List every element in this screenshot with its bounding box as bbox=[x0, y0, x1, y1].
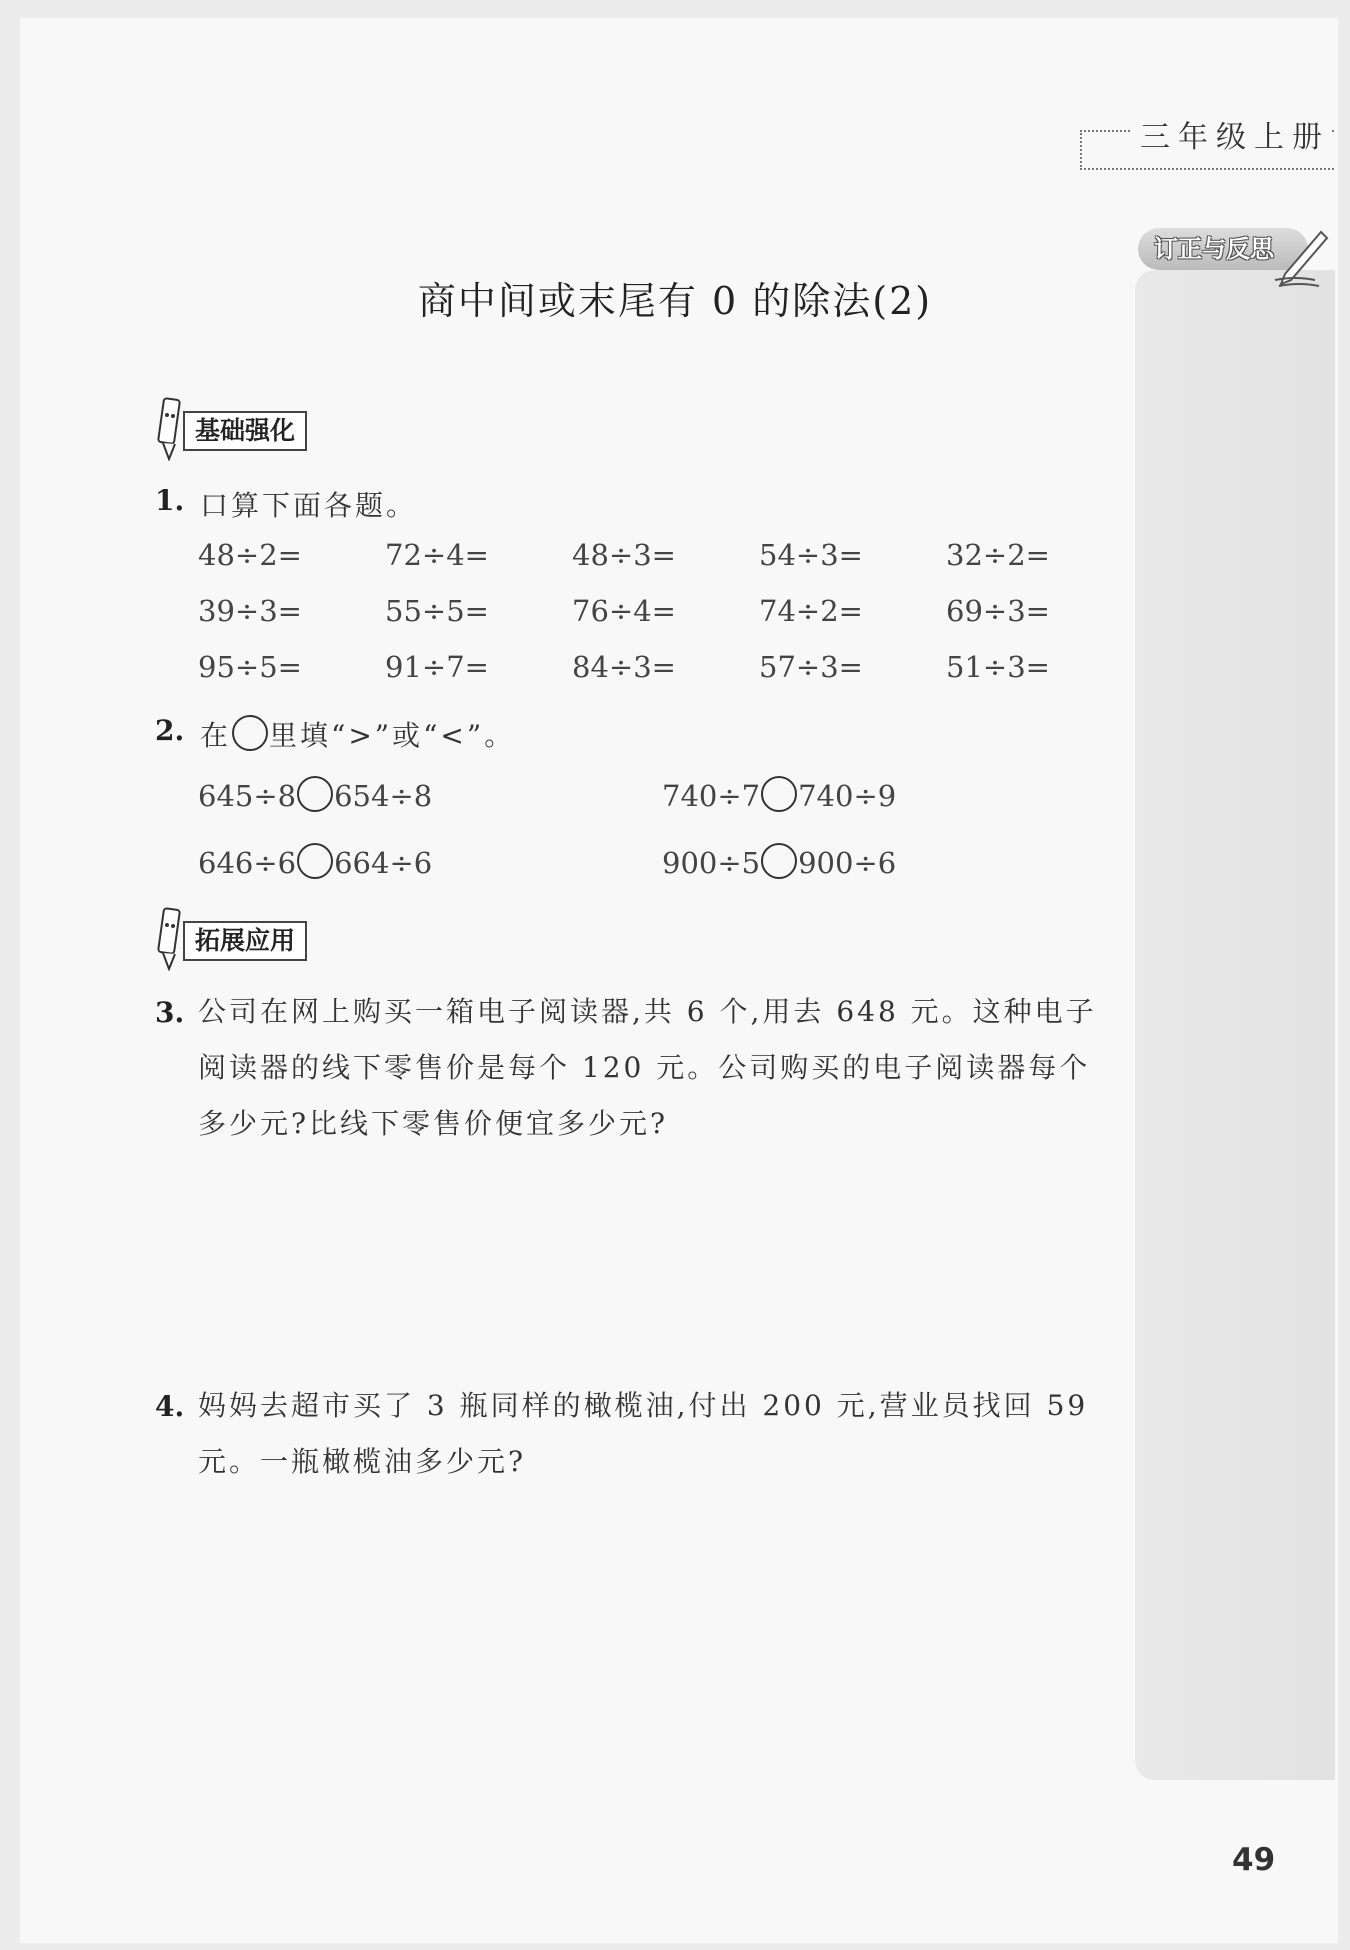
circle-blank-icon bbox=[232, 715, 268, 751]
calc-item: 74÷2= bbox=[759, 594, 863, 628]
section-label: 基础强化 bbox=[183, 411, 307, 451]
calc-row bbox=[198, 538, 1098, 578]
compare-circle[interactable] bbox=[297, 843, 333, 879]
compare-right: 664÷6 bbox=[334, 846, 433, 880]
compare-right: 654÷8 bbox=[334, 779, 433, 813]
question-text: 公司在网上购买一箱电子阅读器,共 6 个,用去 648 元。这种电子阅读器的线下零售价是每个 120 元。公司购买的电子阅读器每个多少元?比线下零售价便宜多少元? bbox=[198, 995, 1097, 1140]
correction-panel bbox=[1135, 270, 1335, 1780]
calc-item: 51÷3= bbox=[946, 650, 1050, 684]
grade-label: 三年级上册 bbox=[1130, 112, 1330, 156]
compare-left: 646÷6 bbox=[198, 846, 297, 880]
question-number: 4. bbox=[155, 1390, 185, 1423]
calc-item: 54÷3= bbox=[759, 538, 863, 572]
compare-right: 900÷6 bbox=[798, 846, 897, 880]
calc-item: 39÷3= bbox=[198, 594, 302, 628]
compare-item bbox=[662, 843, 896, 880]
compare-right: 740÷9 bbox=[798, 779, 897, 813]
compare-left: 645÷8 bbox=[198, 779, 297, 813]
calc-item: 69÷3= bbox=[946, 594, 1050, 628]
compare-item bbox=[662, 776, 896, 813]
calc-row bbox=[198, 594, 1098, 634]
page-title: 商中间或末尾有 0 的除法(2) bbox=[417, 279, 933, 323]
question-text-after: 里填“>”或“<”。 bbox=[269, 719, 516, 752]
question-number: 1. bbox=[155, 484, 185, 517]
question-text: 口算下面各题。 bbox=[200, 489, 418, 522]
calc-item: 32÷2= bbox=[946, 538, 1050, 572]
question-text bbox=[200, 714, 515, 754]
calc-item: 57÷3= bbox=[759, 650, 863, 684]
question-number: 3. bbox=[155, 996, 185, 1029]
section-extend bbox=[155, 905, 325, 967]
section-label: 拓展应用 bbox=[183, 921, 307, 961]
pencil-icon bbox=[155, 395, 185, 461]
calc-item: 84÷3= bbox=[572, 650, 676, 684]
section-basic bbox=[155, 395, 325, 457]
compare-circle[interactable] bbox=[761, 776, 797, 812]
calc-row bbox=[198, 650, 1098, 690]
correction-tab: 订正与反思 bbox=[1138, 228, 1308, 270]
question-text-before: 在 bbox=[200, 719, 232, 752]
question-text: 妈妈去超市买了 3 瓶同样的橄榄油,付出 200 元,营业员找回 59 元。一瓶橄榄油多少元? bbox=[198, 1389, 1089, 1478]
calc-item: 91÷7= bbox=[385, 650, 489, 684]
compare-circle[interactable] bbox=[761, 843, 797, 879]
page-number: 49 bbox=[1232, 1842, 1276, 1878]
calc-item: 48÷3= bbox=[572, 538, 676, 572]
question-number: 2. bbox=[155, 714, 185, 747]
compare-item bbox=[198, 776, 432, 813]
calc-item: 95÷5= bbox=[198, 650, 302, 684]
compare-circle[interactable] bbox=[297, 776, 333, 812]
compare-left: 900÷5 bbox=[662, 846, 761, 880]
compare-item bbox=[198, 843, 432, 880]
calc-item: 72÷4= bbox=[385, 538, 489, 572]
calc-item: 76÷4= bbox=[572, 594, 676, 628]
calc-item: 55÷5= bbox=[385, 594, 489, 628]
calc-item: 48÷2= bbox=[198, 538, 302, 572]
compare-left: 740÷7 bbox=[662, 779, 761, 813]
pencil-icon bbox=[155, 905, 185, 971]
